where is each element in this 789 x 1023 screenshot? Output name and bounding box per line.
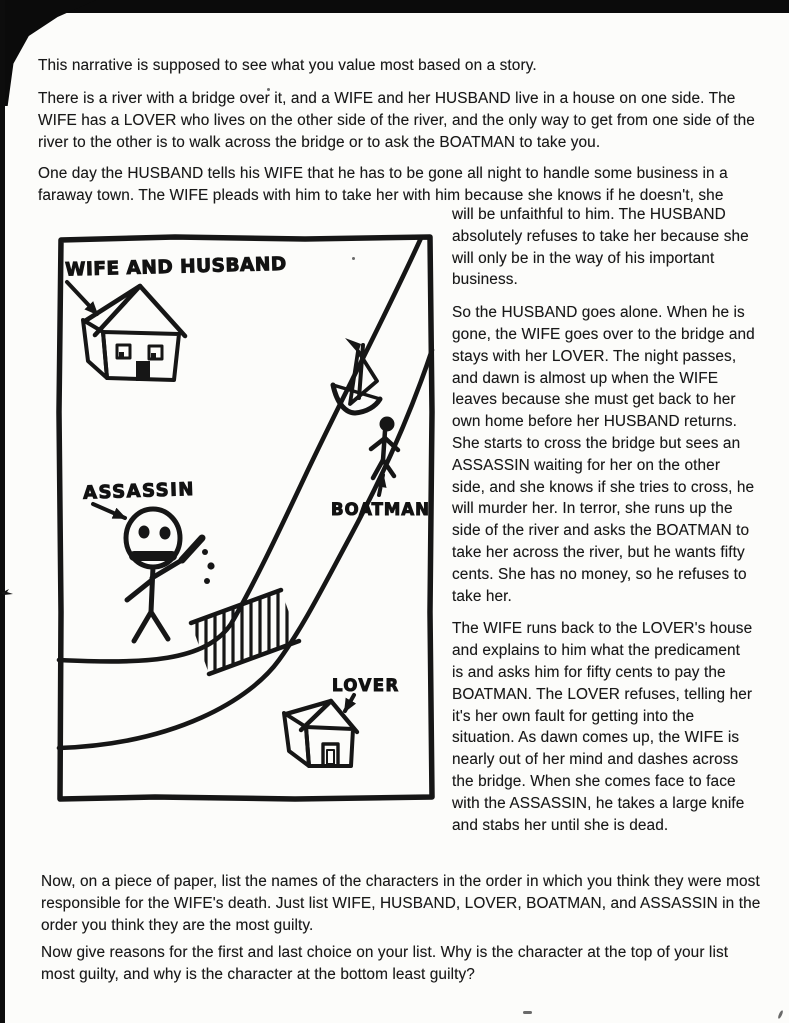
knife (182, 538, 202, 560)
scan-edge-top (0, 0, 789, 13)
paper-speck (777, 1010, 784, 1019)
paper-speck (523, 1011, 532, 1014)
map-label-assassin: ASSASSIN (82, 478, 196, 504)
scan-edge-left (0, 0, 5, 1023)
story-lover-refusal-paragraph: The WIFE runs back to the LOVER's house and explains to him what the predicament is and asks him for fifty cents to pay the BOATMAN. The LOVER refuses, telling her it's her own fault for getting into the situation. As dawn comes up, the WIFE is nearly out of her mind and dashes across the bridge. When she comes face to face with the ASSASSIN, he takes a large knife and stabs her until she is dead. (452, 620, 753, 834)
story-setup-paragraph: There is a river with a bridge over it, and a WIFE and her HUSBAND live in a house on one side. The WIFE has a LOVER who lives on the other side of the river, and the only way to get from one side of the river to the other is to walk across the bridge or to ask the BOATMAN to take you. (38, 90, 755, 151)
story-husband-refuses-paragraph-continued: will be unfaithful to him. The HUSBAND absolutely refuses to take her because she will only be in the way of his important business. (452, 206, 749, 289)
hand-drawn-map (55, 232, 437, 805)
blood-drop (202, 549, 208, 555)
eye (139, 526, 150, 539)
door (136, 361, 150, 381)
assassin-arrow (93, 504, 125, 518)
flag (345, 338, 361, 353)
map-label-boatman: BOATMAN (331, 500, 430, 519)
door (323, 744, 338, 766)
reasons-instruction-paragraph: Now give reasons for the first and last choice on your list. Why is the character at the top of your list most guilty, and why is the character at the bottom least guilty? (41, 944, 729, 983)
map-label-wife-and-husband: WIFE AND HUSBAND (64, 253, 287, 281)
story-husband-refuses-paragraph-start: One day the HUSBAND tells his WIFE that he has to be gone all night to handle some business in a faraway town. The WIFE pleads with him to take her with him because she knows if he doesn't, she (38, 165, 728, 204)
story-right-column (452, 204, 755, 836)
ranking-instruction-paragraph: Now, on a piece of paper, list the names of the characters in the order in which you think they were most responsible for the WIFE's death. Just list WIFE, HUSBAND, LOVER, BOATMAN, and ASSASSIN in the order you think they are the most guilty. (41, 873, 761, 934)
lover-arrow (345, 695, 354, 711)
pen-mark (0, 585, 18, 601)
story-night-events-paragraph: So the HUSBAND goes alone. When he is gone, the WIFE goes over to the bridge and stays with her LOVER. The night passes, and dawn is almost up when the WIFE leaves because she must get back to her own home before her HUSBAND returns. She starts to cross the bridge but sees an ASSASSIN waiting for her on the other side, and she knows if she tries to cross, he will murder her. In terror, she runs up the side of the river and asks the BOATMAN to take her across the river, but he wants fifty cents. She has no money, so he refuses to take her. (452, 304, 755, 605)
blood-drop (204, 578, 210, 584)
map-label-lover: LOVER (332, 676, 400, 695)
map-drawing (55, 232, 437, 805)
story-intro-paragraph: This narrative is supposed to see what you value most based on a story. (38, 57, 537, 74)
blood-drop (207, 562, 214, 569)
bridge (191, 577, 299, 687)
wife-husband-arrow (67, 282, 97, 314)
wife-husband-house (83, 286, 185, 381)
eye (160, 527, 171, 540)
